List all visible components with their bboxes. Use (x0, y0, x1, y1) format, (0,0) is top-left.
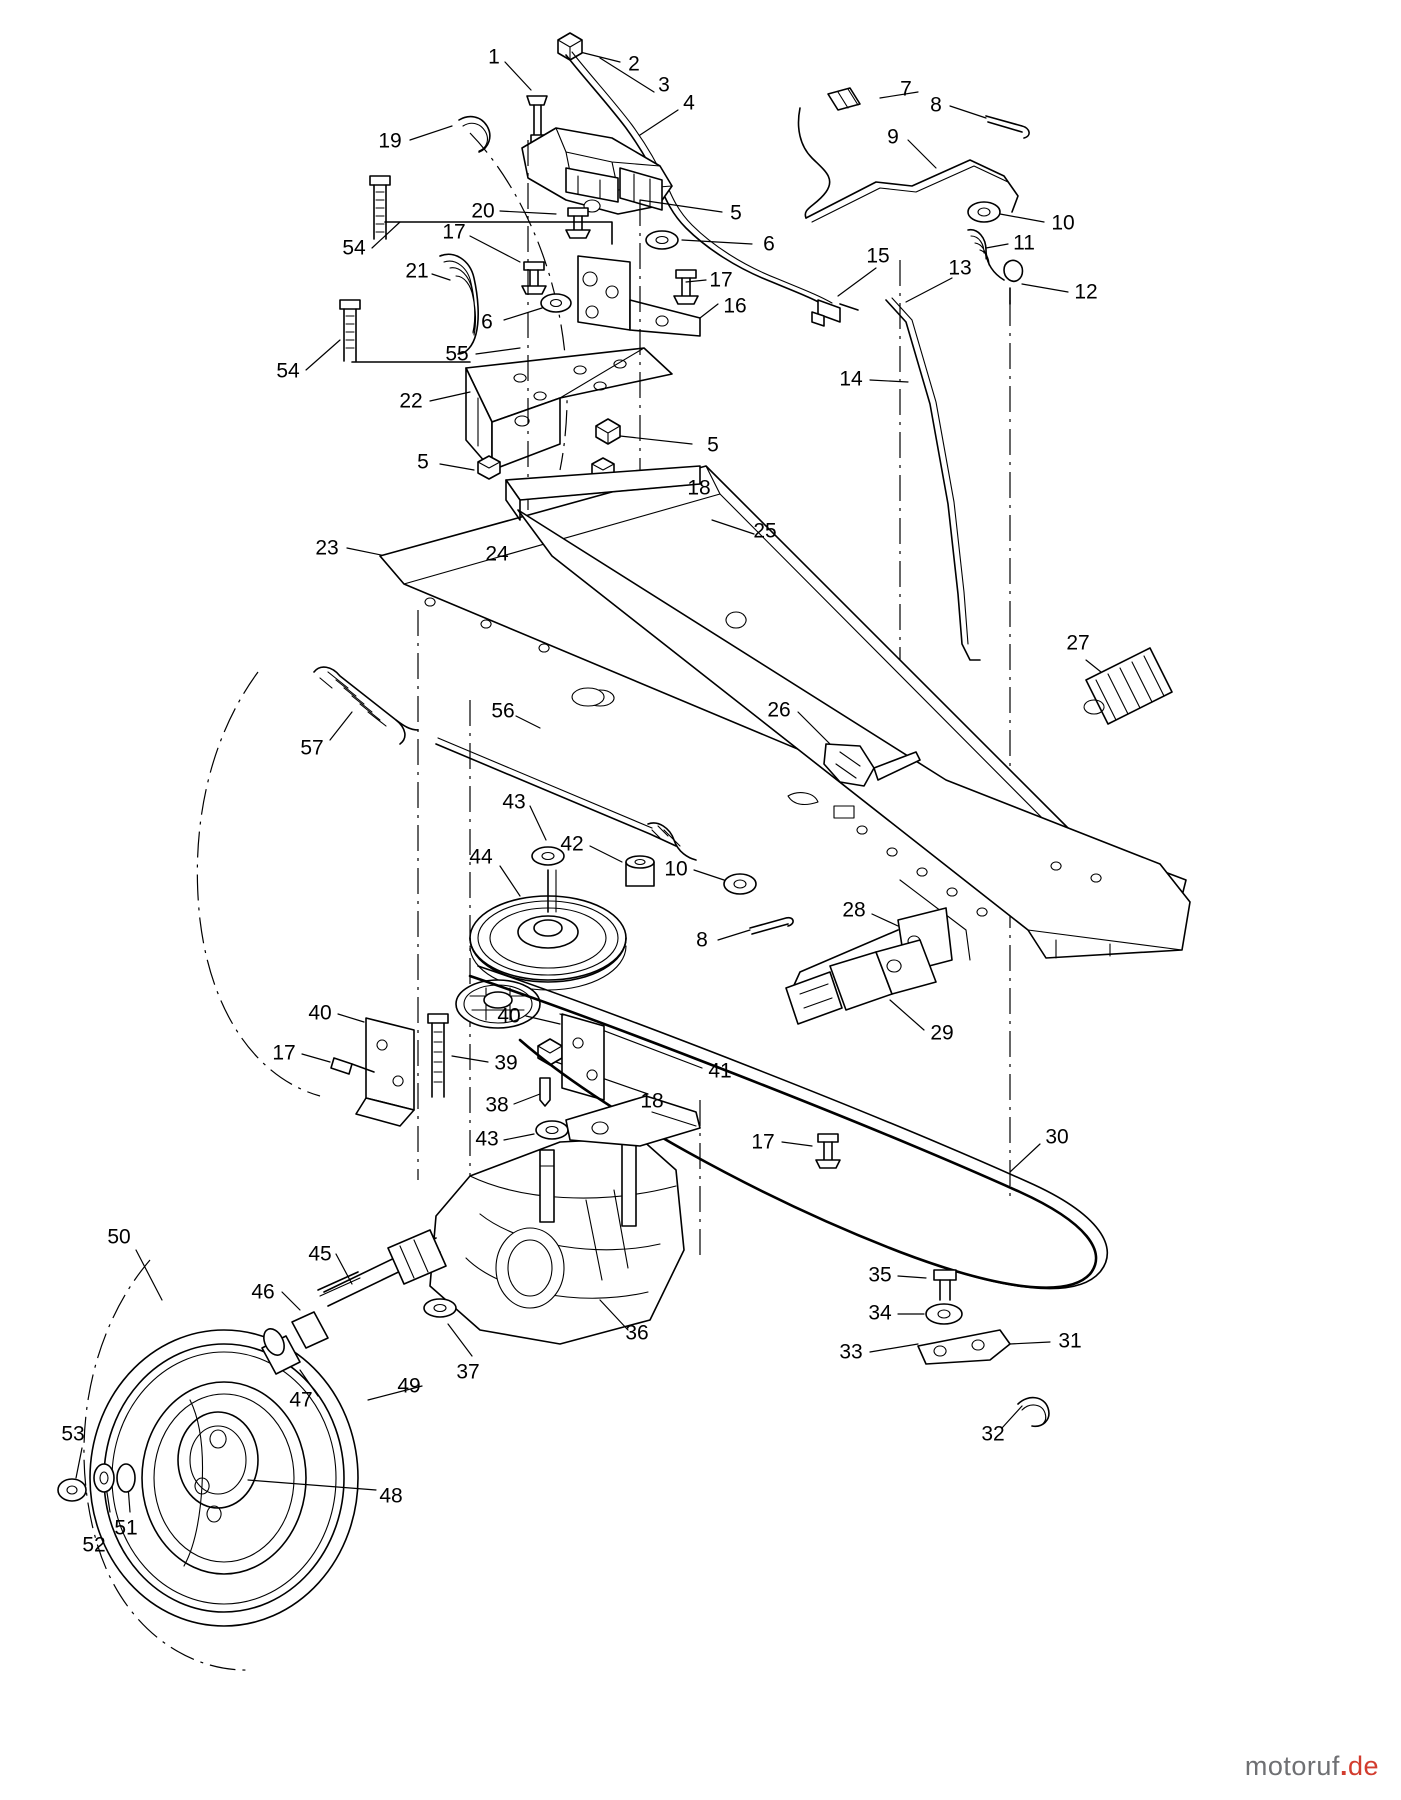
callout-number: 21 (405, 259, 429, 283)
callout-number: 5 (730, 201, 742, 225)
watermark-dot: . (1339, 1751, 1348, 1781)
callout-number: 6 (763, 232, 775, 256)
callout-number: 51 (114, 1516, 138, 1540)
callout-number: 34 (868, 1301, 892, 1325)
callout-number: 14 (839, 367, 863, 391)
callout-number: 25 (753, 519, 777, 543)
callout-number: 1 (488, 45, 500, 69)
callout-number: 19 (378, 129, 402, 153)
callout-number: 45 (308, 1242, 332, 1266)
callout-number: 38 (485, 1093, 509, 1117)
callout-number: 48 (379, 1484, 403, 1508)
callout-number: 35 (868, 1263, 892, 1287)
callout-number: 3 (658, 73, 670, 97)
callout-number: 50 (107, 1225, 131, 1249)
callout-number: 16 (723, 294, 747, 318)
callout-number: 11 (1013, 231, 1035, 255)
callout-number: 30 (1045, 1125, 1069, 1149)
callout-number: 44 (469, 845, 493, 869)
callout-number: 54 (342, 236, 366, 260)
callout-number: 37 (456, 1360, 480, 1384)
callout-number: 10 (1051, 211, 1075, 235)
callout-number: 15 (866, 244, 890, 268)
callout-number: 20 (471, 199, 495, 223)
callout-number: 56 (491, 699, 515, 723)
callout-number: 12 (1074, 280, 1098, 304)
watermark-main: motoruf (1244, 1751, 1340, 1781)
callout-number: 57 (300, 736, 324, 760)
callout-number: 47 (289, 1388, 313, 1412)
callout-number: 32 (981, 1422, 1005, 1446)
callout-number: 7 (900, 77, 912, 101)
callout-number: 4 (683, 91, 695, 115)
callout-number: 40 (308, 1001, 332, 1025)
callout-number: 33 (839, 1340, 863, 1364)
callout-number: 31 (1058, 1329, 1082, 1353)
callout-number: 18 (640, 1089, 664, 1113)
callout-number: 10 (664, 857, 688, 881)
callout-number: 24 (485, 542, 509, 566)
callout-number: 23 (315, 536, 339, 560)
watermark-tld: de (1347, 1751, 1379, 1781)
callout-number: 42 (560, 832, 584, 856)
callout-number: 17 (442, 220, 466, 244)
callout-number: 9 (887, 125, 899, 149)
callout-number: 17 (272, 1041, 296, 1065)
callout-number: 2 (628, 52, 640, 76)
callout-number: 41 (708, 1059, 732, 1083)
watermark (1245, 1751, 1379, 1782)
callout-number: 22 (399, 389, 423, 413)
callout-number: 43 (502, 790, 526, 814)
callout-number: 55 (445, 342, 469, 366)
callout-number: 8 (696, 928, 708, 952)
callout-number: 54 (276, 359, 300, 383)
callout-number: 17 (709, 268, 733, 292)
callout-number: 28 (842, 898, 866, 922)
callout-number: 40 (497, 1004, 521, 1028)
callout-number: 49 (397, 1374, 421, 1398)
callout-number: 36 (625, 1321, 649, 1345)
callout-number: 18 (687, 476, 711, 500)
callout-number: 43 (475, 1127, 499, 1151)
callout-number: 46 (251, 1280, 275, 1304)
callout-number: 53 (61, 1422, 85, 1446)
callout-number: 27 (1066, 631, 1090, 655)
callout-number: 26 (767, 698, 791, 722)
callout-number: 39 (494, 1051, 518, 1075)
callout-number: 52 (82, 1533, 106, 1557)
callout-number: 6 (481, 310, 493, 334)
callout-number: 5 (707, 433, 719, 457)
callout-number: 5 (417, 450, 429, 474)
callout-number: 29 (930, 1021, 954, 1045)
callout-number: 13 (948, 256, 972, 280)
callout-number: 17 (751, 1130, 775, 1154)
callout-number: 8 (930, 93, 942, 117)
